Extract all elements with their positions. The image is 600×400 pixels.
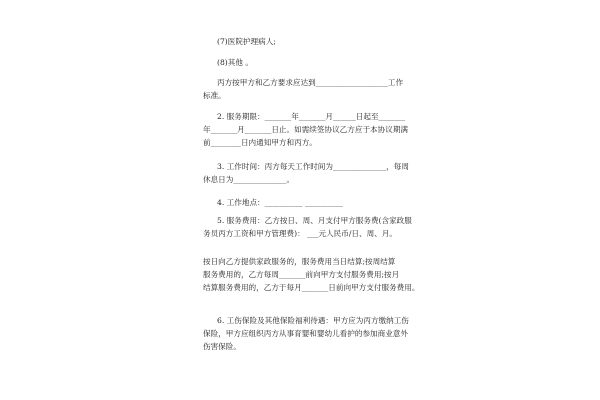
text-line: 按日向乙方提供家政服务的，服务费用当日结算;按周结算 [203,257,396,266]
text-line: 2. 服务期限：_______年_______月______日起至_______ [217,112,406,121]
text-line: 年_______月_______日止。如需续签协议乙方应于本协议期满 [203,125,409,134]
text-line: 4. 工作地点：__________ __________ [217,198,343,207]
paragraph-hospital-care [203,35,425,48]
text-line: 标准。 [203,91,226,100]
text-line: 结算服务费用的，乙方于每月_______日前向甲方支付服务费用。 [203,283,420,292]
text-line: 服务费用的，乙方每周_______前向甲方支付服务费用;按月 [203,270,400,279]
paragraph-service-period [203,110,411,149]
text-line: 丙方按甲方和乙方要求应达到___________________工作 [217,78,404,87]
text-line: 伤害保险。 [203,342,241,351]
paragraph-other [203,56,425,69]
text-line: 6. 工伤保险及其他保险福利待遇：甲方应为丙方缴纳工伤 [217,316,409,325]
paragraph-work-time [203,160,411,186]
paragraph-insurance [203,314,411,353]
text-line: (8)其他 。 [217,58,253,67]
text-line: 保险，甲方应组织丙方从事育婴和婴幼儿看护的参加商业意外 [203,329,409,338]
paragraph-settlement [203,255,420,294]
text-line: 休息日为______________。 [203,175,295,184]
text-line: (7)医院护理病人; [217,37,276,46]
text-line: 3. 工作时间：丙方每天工作时间为______________，每周 [217,162,409,171]
paragraph-work-location [203,196,411,209]
text-line: 务员丙方工资和甲方管理费)： ___元人民币/日、周、月。 [203,229,397,238]
text-line: 5. 服务费用：乙方按日、周、月支付甲方服务费(含家政服 [217,216,412,225]
paragraph-work-standard [203,76,411,102]
paragraph-service-fee [203,214,411,240]
text-line: 前________日内通知甲方和丙方。 [203,138,317,147]
